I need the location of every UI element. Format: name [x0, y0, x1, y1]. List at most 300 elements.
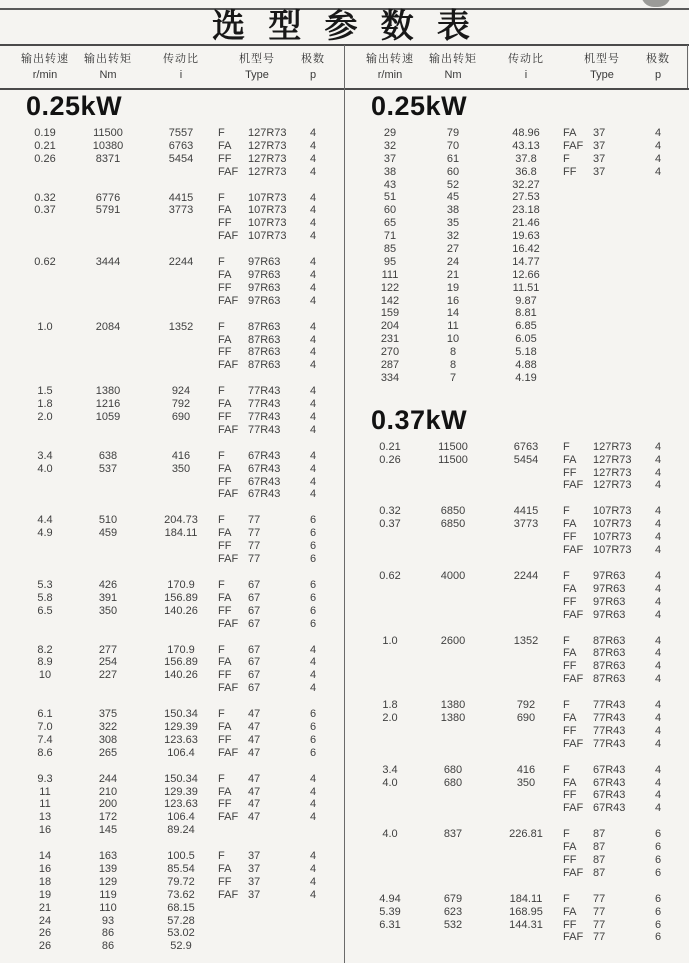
parameter-block: [0, 321, 344, 373]
table-row: [345, 893, 689, 906]
type-model: 87R63: [248, 320, 281, 333]
ratio-value: [144, 166, 218, 179]
type-prefix: FA: [563, 776, 577, 789]
output-torque-value: [417, 583, 489, 596]
column-header-type: [218, 48, 296, 88]
poles-value: 4: [654, 139, 662, 152]
ratio-value: 690: [171, 411, 191, 424]
parameter-block: [345, 127, 689, 385]
output-torque-value: 70: [446, 139, 460, 152]
output-speed-value: [18, 295, 72, 308]
table-row: [345, 359, 689, 372]
table-row: [345, 699, 689, 712]
output-torque-value: 265: [98, 746, 118, 759]
type-model: 127R73: [593, 466, 632, 479]
ratio-value: 924: [171, 385, 191, 398]
output-torque-value: 375: [98, 708, 118, 721]
type-model: 67: [248, 669, 261, 682]
type-model: 87: [593, 866, 606, 879]
ratio-value: 1352: [513, 634, 539, 647]
table-row: [0, 540, 344, 553]
type-prefix: [563, 256, 593, 269]
type-model: 107R73: [593, 505, 632, 518]
output-torque-value: [417, 479, 489, 492]
ratio-value: 6763: [168, 139, 194, 152]
output-torque-value: 60: [446, 165, 460, 178]
output-speed-value: 19: [38, 888, 52, 901]
poles-value: 6: [309, 708, 317, 721]
type-prefix: F: [563, 699, 570, 712]
output-torque-value: [72, 295, 144, 308]
table-row: [0, 424, 344, 437]
output-speed-value: 0.32: [34, 191, 56, 204]
parameter-block: [345, 570, 689, 622]
table-row: [345, 307, 689, 320]
poles-value: 4: [654, 737, 662, 750]
type-model: [593, 230, 641, 243]
type-model: [593, 179, 641, 192]
output-speed-value: [18, 424, 72, 437]
parameter-block: [0, 192, 344, 244]
poles-value: 4: [654, 711, 662, 724]
type-prefix: FF: [218, 217, 232, 230]
output-speed-value: 111: [381, 268, 399, 281]
table-row: [345, 505, 689, 518]
ratio-value: 170.9: [167, 578, 195, 591]
ratio-value: 4415: [168, 191, 194, 204]
ratio-value: 68.15: [167, 901, 195, 914]
type-model: 77: [593, 918, 606, 931]
table-row: [345, 867, 689, 880]
parameter-block: [345, 828, 689, 880]
type-prefix: FA: [218, 398, 232, 411]
column-header-speed: [363, 48, 417, 88]
poles-value: [641, 217, 675, 230]
parameter-block: [0, 579, 344, 631]
poles-value: 6: [309, 553, 317, 566]
column-header-ratio: [489, 48, 563, 88]
output-torque-value: [72, 269, 144, 282]
output-speed-value: 287: [380, 359, 400, 372]
type-prefix: F: [563, 505, 570, 518]
poles-value: 4: [654, 127, 662, 139]
ratio-value: 4.19: [515, 371, 537, 384]
table-row: [345, 269, 689, 282]
table-row: [0, 256, 344, 269]
type-model: 107R73: [593, 531, 632, 544]
ratio-value: 226.81: [509, 828, 543, 841]
table-row: [0, 334, 344, 347]
type-model: 77R43: [248, 398, 281, 411]
output-torque-value: [72, 488, 144, 501]
output-torque-value: 110: [99, 901, 117, 914]
poles-value: 4: [654, 531, 662, 544]
column-header-cn: 传动比: [508, 53, 544, 65]
type-model: 67: [248, 591, 261, 604]
ratio-value: 8.81: [515, 307, 537, 320]
output-speed-value: 6.1: [37, 708, 53, 721]
type-model: [593, 333, 641, 346]
type-prefix: FAF: [218, 682, 239, 695]
poles-value: [296, 824, 330, 837]
parameter-block: [345, 699, 689, 751]
output-torque-value: 459: [98, 527, 118, 540]
output-speed-value: 43: [383, 178, 397, 191]
type-model: 37: [593, 152, 606, 165]
output-speed-value: 38: [383, 165, 397, 178]
type-prefix: FAF: [563, 802, 584, 815]
type-model: 77: [248, 540, 261, 553]
type-prefix: FA: [218, 591, 232, 604]
column-header-unit: r/min: [32, 69, 58, 81]
output-torque-value: 350: [98, 604, 118, 617]
output-torque-value: 32: [446, 230, 460, 243]
table-row: [0, 359, 344, 372]
poles-value: 4: [309, 888, 317, 901]
output-torque-value: 8: [449, 346, 457, 359]
ratio-value: 14.77: [512, 255, 540, 268]
poles-value: 4: [309, 152, 317, 165]
type-prefix: FF: [563, 595, 577, 608]
column-header-unit: Nm: [444, 69, 462, 81]
ratio-value: 106.4: [167, 746, 195, 759]
type-model: 47: [248, 720, 261, 733]
type-prefix: FAF: [563, 139, 584, 152]
type-prefix: [563, 204, 593, 217]
type-prefix: [218, 927, 248, 940]
poles-value: 4: [309, 359, 317, 372]
ratio-value: 37.8: [515, 152, 537, 165]
output-speed-value: [18, 540, 72, 553]
ratio-value: 2244: [168, 256, 194, 269]
ratio-value: [489, 789, 563, 802]
output-torque-value: 680: [443, 763, 463, 776]
output-torque-value: 277: [98, 643, 118, 656]
poles-value: 4: [309, 256, 317, 269]
table-row: [0, 553, 344, 566]
ratio-value: 350: [516, 776, 536, 789]
type-model: 77R43: [593, 724, 626, 737]
output-speed-value: [363, 931, 417, 944]
poles-value: 6: [309, 746, 317, 759]
column-header-poles: [296, 48, 330, 88]
output-torque-value: [72, 424, 144, 437]
section-heading: 0.25kW: [26, 91, 123, 121]
output-torque-value: [72, 217, 144, 230]
type-model: [593, 359, 641, 372]
output-torque-value: [72, 618, 144, 631]
poles-value: [641, 269, 675, 282]
poles-value: 4: [309, 862, 317, 875]
column-header-cn: 输出转矩: [84, 53, 132, 65]
ratio-value: [489, 841, 563, 854]
table-row: [345, 777, 689, 790]
type-prefix: F: [218, 320, 225, 333]
output-torque-value: 7: [449, 371, 457, 384]
type-prefix: FF: [218, 733, 232, 746]
type-prefix: F: [563, 892, 570, 905]
output-torque-value: 4000: [440, 569, 466, 582]
poles-value: 4: [654, 569, 662, 582]
table-row: [0, 398, 344, 411]
poles-value: 6: [309, 540, 317, 553]
type-model: 67R43: [248, 449, 281, 462]
poles-value: 4: [654, 466, 662, 479]
output-speed-value: 4.9: [37, 527, 53, 540]
table-body-right: [345, 89, 689, 957]
type-prefix: FAF: [563, 737, 584, 750]
poles-value: 6: [654, 918, 662, 931]
type-prefix: F: [218, 514, 225, 527]
poles-value: 6: [654, 866, 662, 879]
type-prefix: F: [218, 449, 225, 462]
type-prefix: FA: [563, 711, 577, 724]
table-row: [0, 385, 344, 398]
ratio-value: 27.53: [512, 191, 540, 204]
section-heading: 0.25kW: [371, 91, 468, 121]
type-prefix: [218, 902, 248, 915]
poles-value: 4: [309, 165, 317, 178]
table-row: [0, 346, 344, 359]
type-model: 107R73: [593, 544, 632, 557]
parameter-block: [345, 893, 689, 945]
output-speed-value: 95: [383, 255, 397, 268]
column-header-unit: p: [309, 69, 317, 81]
table-row: [0, 476, 344, 489]
output-torque-value: 254: [98, 656, 118, 669]
output-speed-value: [363, 725, 417, 738]
output-speed-value: [363, 479, 417, 492]
type-model: 97R63: [593, 569, 626, 582]
ratio-value: [144, 540, 218, 553]
type-model: 97R63: [593, 595, 626, 608]
output-speed-value: 204: [380, 320, 400, 333]
output-torque-value: 139: [98, 862, 118, 875]
poles-value: 6: [309, 720, 317, 733]
type-model: 77: [248, 514, 261, 527]
ratio-value: [144, 488, 218, 501]
type-model: 37: [248, 875, 261, 888]
output-speed-value: [363, 738, 417, 751]
output-speed-value: 24: [38, 914, 52, 927]
table-row: [0, 217, 344, 230]
parameter-block: [0, 850, 344, 953]
output-speed-value: [18, 230, 72, 243]
ratio-value: 57.28: [167, 914, 195, 927]
type-prefix: F: [218, 643, 225, 656]
type-model: 87R63: [248, 346, 281, 359]
output-speed-value: 0.62: [379, 569, 401, 582]
output-speed-value: [18, 166, 72, 179]
type-model: 87R63: [593, 647, 626, 660]
table-row: [0, 850, 344, 863]
table-row: [345, 764, 689, 777]
output-speed-value: 1.8: [382, 699, 398, 712]
poles-value: 4: [654, 763, 662, 776]
table-row: [345, 191, 689, 204]
type-model: [593, 243, 641, 256]
poles-value: [641, 256, 675, 269]
type-prefix: F: [563, 152, 570, 165]
type-prefix: F: [218, 578, 225, 591]
table-row: [0, 592, 344, 605]
poles-value: 4: [654, 505, 662, 518]
output-torque-value: [417, 596, 489, 609]
type-model: 87R63: [248, 359, 281, 372]
output-speed-value: 0.26: [379, 453, 401, 466]
type-prefix: FAF: [563, 931, 584, 944]
type-model: 47: [248, 733, 261, 746]
type-prefix: FAF: [563, 608, 584, 621]
type-model: 97R63: [248, 269, 281, 282]
output-speed-value: 0.37: [34, 204, 56, 217]
output-torque-value: 227: [98, 669, 118, 682]
ratio-value: 89.24: [167, 824, 195, 837]
output-speed-value: 21: [38, 901, 52, 914]
type-prefix: FAF: [218, 294, 239, 307]
output-torque-value: 11500: [93, 127, 123, 139]
column-header-cn: 机型号: [239, 53, 275, 65]
ratio-value: [144, 359, 218, 372]
poles-value: 4: [654, 634, 662, 647]
type-prefix: FF: [563, 531, 577, 544]
poles-value: 4: [654, 789, 662, 802]
type-model: [248, 940, 296, 953]
output-speed-value: 14: [38, 850, 52, 863]
type-prefix: FA: [218, 720, 232, 733]
output-speed-value: [363, 802, 417, 815]
output-torque-value: 532: [443, 918, 463, 931]
type-model: [593, 191, 641, 204]
ratio-value: 6763: [513, 440, 539, 453]
output-speed-value: 0.21: [379, 440, 401, 453]
type-prefix: [563, 307, 593, 320]
table-row: [0, 488, 344, 501]
ratio-value: 184.11: [509, 892, 543, 905]
section-heading: 0.37kW: [371, 404, 468, 435]
ratio-value: 129.39: [164, 785, 198, 798]
type-model: 107R73: [248, 191, 287, 204]
output-speed-value: 6.31: [379, 918, 401, 931]
ratio-value: [489, 931, 563, 944]
type-prefix: FAF: [218, 617, 239, 630]
table-row: [0, 940, 344, 953]
type-model: 87R63: [248, 333, 281, 346]
column-header-torque: [417, 48, 489, 88]
table-row: [345, 596, 689, 609]
output-torque-value: 52: [446, 178, 460, 191]
type-model: [593, 295, 641, 308]
column-header-cn: 极数: [301, 53, 325, 65]
type-prefix: FAF: [218, 359, 239, 372]
output-torque-value: 86: [101, 940, 115, 953]
output-torque-value: 11: [447, 320, 459, 333]
table-row: [345, 635, 689, 648]
output-speed-value: 2.0: [382, 711, 398, 724]
table-row: [345, 802, 689, 815]
type-prefix: FA: [218, 139, 232, 152]
type-model: 97R63: [248, 281, 281, 294]
type-prefix: F: [218, 191, 225, 204]
output-speed-value: 71: [383, 230, 397, 243]
ratio-value: 1352: [168, 320, 194, 333]
output-torque-value: 391: [98, 591, 118, 604]
poles-value: 4: [654, 660, 662, 673]
ratio-value: 204.73: [164, 514, 198, 527]
output-torque-value: [72, 334, 144, 347]
output-torque-value: 21: [446, 268, 460, 281]
output-torque-value: 1380: [440, 699, 466, 712]
output-speed-value: [363, 789, 417, 802]
output-torque-value: [72, 346, 144, 359]
type-model: 107R73: [248, 204, 287, 217]
ratio-value: 350: [171, 462, 191, 475]
poles-value: 4: [654, 647, 662, 660]
poles-value: 4: [309, 488, 317, 501]
output-speed-value: 5.3: [37, 578, 53, 591]
output-speed-value: 334: [380, 371, 400, 384]
type-model: [593, 256, 641, 269]
type-model: 47: [248, 708, 261, 721]
parameter-block: [0, 450, 344, 502]
type-prefix: FA: [218, 333, 232, 346]
parameter-block: [0, 514, 344, 566]
output-speed-value: [18, 488, 72, 501]
type-prefix: F: [218, 772, 225, 785]
ratio-value: 85.54: [167, 862, 195, 875]
column-header-cn: 传动比: [163, 53, 199, 65]
type-prefix: [563, 333, 593, 346]
output-speed-value: 60: [383, 204, 397, 217]
ratio-value: 43.13: [512, 139, 540, 152]
output-speed-value: 6.5: [37, 604, 53, 617]
output-torque-value: 322: [98, 720, 118, 733]
poles-value: [296, 915, 330, 928]
ratio-value: [489, 531, 563, 544]
output-torque-value: 426: [98, 578, 118, 591]
output-speed-value: [18, 553, 72, 566]
output-torque-value: [417, 931, 489, 944]
type-model: [593, 307, 641, 320]
poles-value: [641, 295, 675, 308]
output-torque-value: [417, 544, 489, 557]
output-speed-value: [363, 854, 417, 867]
type-model: 37: [593, 165, 606, 178]
table-row: [0, 734, 344, 747]
ratio-value: 4.88: [515, 359, 537, 372]
ratio-value: 21.46: [512, 217, 540, 230]
output-torque-value: 86: [101, 927, 115, 940]
table-row: [0, 656, 344, 669]
table-row: [0, 192, 344, 205]
poles-value: 4: [309, 811, 317, 824]
poles-value: 6: [654, 892, 662, 905]
type-model: 67: [248, 656, 261, 669]
output-speed-value: 85: [383, 243, 397, 256]
poles-value: 6: [309, 514, 317, 527]
output-torque-value: 210: [98, 785, 118, 798]
page-curl-mark: [641, 0, 671, 7]
ratio-value: [144, 424, 218, 437]
ratio-value: 156.89: [164, 591, 198, 604]
parameter-block: [345, 764, 689, 816]
output-torque-value: [72, 359, 144, 372]
column-header-ratio: [144, 48, 218, 88]
output-speed-value: 8.2: [37, 643, 53, 656]
output-torque-value: 537: [98, 462, 118, 475]
poles-value: 4: [309, 346, 317, 359]
type-prefix: FF: [563, 789, 577, 802]
